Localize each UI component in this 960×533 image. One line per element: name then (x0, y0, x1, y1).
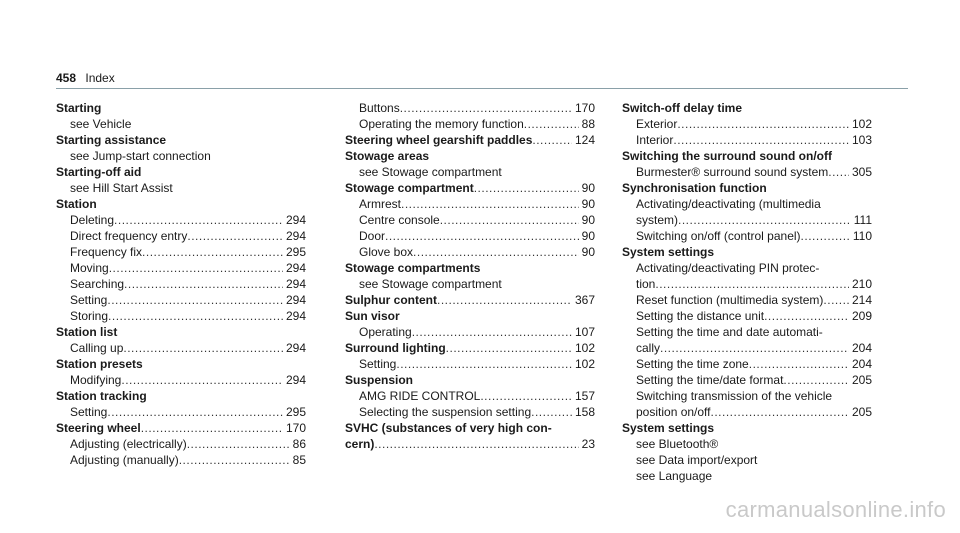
page-reference[interactable]: 294 (285, 229, 306, 243)
page-reference[interactable]: 111 (853, 213, 872, 227)
watermark: carmanualsonline.info (725, 497, 946, 522)
dot-leader (437, 292, 572, 308)
index-subentry (56, 340, 306, 356)
index-subentry (622, 196, 872, 212)
page-title: Index (85, 71, 115, 85)
index-subentry (56, 180, 306, 196)
page-reference[interactable]: 214 (851, 293, 872, 307)
page-header (56, 71, 115, 85)
entry-text: Moving (70, 261, 109, 275)
entry-text: Starting (56, 101, 102, 115)
entry-text: Centre console (359, 213, 440, 227)
index-heading (622, 420, 872, 436)
dot-leader (142, 244, 283, 260)
entry-text: cally (636, 341, 661, 355)
entry-text: Buttons (359, 101, 400, 115)
page-reference[interactable]: 124 (574, 133, 595, 147)
dot-leader (385, 228, 579, 244)
index-subentry (345, 388, 595, 404)
entry-text: Activating/deactivating PIN protec- (636, 261, 820, 275)
index-heading (345, 420, 595, 436)
entry-text: Operating the memory function (359, 117, 524, 131)
page-reference[interactable]: 295 (285, 405, 306, 419)
page-reference[interactable]: 102 (574, 357, 595, 371)
index-subentry (622, 356, 872, 372)
index-subentry (56, 244, 306, 260)
entry-text: Storing (70, 309, 109, 323)
entry-text: SVHC (substances of very high con- (345, 421, 552, 435)
entry-text: System settings (622, 421, 715, 435)
dot-leader (678, 212, 851, 228)
dot-leader (141, 420, 283, 436)
page-reference[interactable]: 90 (581, 197, 595, 211)
index-subentry (622, 468, 872, 484)
index-subentry (345, 276, 595, 292)
index-subentry (56, 212, 306, 228)
page-reference[interactable]: 294 (285, 373, 306, 387)
index-subentry (345, 116, 595, 132)
dot-leader (114, 212, 283, 228)
page-reference[interactable]: 209 (851, 309, 872, 323)
entry-text: position on/off (636, 405, 711, 419)
index-subentry (345, 196, 595, 212)
index-subentry (622, 212, 872, 228)
index-heading (345, 260, 595, 276)
index-heading (345, 340, 595, 356)
dot-leader (801, 228, 850, 244)
entry-text: Station list (56, 325, 118, 339)
index-subentry (56, 260, 306, 276)
entry-text: Adjusting (electrically) (70, 437, 187, 451)
entry-text: Glove box (359, 245, 414, 259)
index-heading (56, 164, 306, 180)
entry-text: see Hill Start Assist (70, 181, 173, 195)
dot-leader (828, 164, 849, 180)
index-subentry (622, 292, 872, 308)
dot-leader (711, 404, 849, 420)
page-reference[interactable]: 367 (574, 293, 595, 307)
index-column-3 (622, 100, 872, 484)
index-subentry (622, 164, 872, 180)
index-subentry (56, 116, 306, 132)
dot-leader (107, 404, 283, 420)
page-reference[interactable]: 102 (851, 117, 872, 131)
entry-text: Switching on/off (control panel) (636, 229, 801, 243)
index-subentry (622, 260, 872, 276)
dot-leader (412, 324, 572, 340)
entry-text: Direct frequency entry (70, 229, 188, 243)
entry-text: see Data import/export (636, 453, 758, 467)
dot-leader (823, 292, 849, 308)
entry-text: Setting the time/date format (636, 373, 784, 387)
entry-text: Burmester® surround sound system (636, 165, 829, 179)
index-subentry (345, 164, 595, 180)
dot-leader (124, 276, 283, 292)
entry-text: Door (359, 229, 386, 243)
page-reference[interactable]: 110 (852, 229, 872, 243)
index-subentry (345, 228, 595, 244)
page-reference[interactable]: 305 (851, 165, 872, 179)
dot-leader (480, 388, 572, 404)
index-subentry (622, 228, 872, 244)
dot-leader (374, 436, 578, 452)
entry-text: Adjusting (manually) (70, 453, 179, 467)
index-heading (56, 356, 306, 372)
entry-text: System settings (622, 245, 715, 259)
entry-text: Modifying (70, 373, 122, 387)
entry-text: Station tracking (56, 389, 147, 403)
dot-leader (187, 228, 283, 244)
dot-leader (123, 340, 283, 356)
dot-leader (107, 292, 283, 308)
header-divider (56, 88, 908, 89)
page-reference[interactable]: 294 (285, 309, 306, 323)
dot-leader (187, 436, 290, 452)
entry-text: AMG RIDE CONTROL (359, 389, 481, 403)
page-reference[interactable]: 90 (581, 213, 595, 227)
index-subentry (622, 404, 872, 420)
entry-text: Switching transmission of the vehicle (636, 389, 833, 403)
page-reference[interactable]: 90 (581, 229, 595, 243)
page-reference[interactable]: 205 (851, 373, 872, 387)
entry-text: Station presets (56, 357, 143, 371)
entry-text: Sun visor (345, 309, 400, 323)
index-subentry (345, 244, 595, 260)
entry-text: tion (636, 277, 656, 291)
page-reference[interactable]: 85 (292, 453, 306, 467)
index-subentry (56, 372, 306, 388)
entry-text: Station (56, 197, 97, 211)
index-heading (345, 292, 595, 308)
dot-leader (121, 372, 283, 388)
dot-leader (413, 244, 579, 260)
entry-text: Synchronisation function (622, 181, 767, 195)
entry-text: Starting assistance (56, 133, 167, 147)
entry-text: Steering wheel gearshift paddles (345, 133, 533, 147)
dot-leader (474, 180, 579, 196)
index-subentry (622, 436, 872, 452)
page-reference[interactable]: 88 (581, 117, 595, 131)
entry-text: see Jump-start connection (70, 149, 211, 163)
dot-leader (764, 308, 849, 324)
dot-leader (655, 276, 849, 292)
entry-text: Switch-off delay time (622, 101, 743, 115)
entry-text: Sulphur content (345, 293, 437, 307)
entry-text: see Bluetooth® (636, 437, 719, 451)
index-heading (622, 180, 872, 196)
entry-text: Suspension (345, 373, 414, 387)
dot-leader (400, 100, 572, 116)
page-reference[interactable]: 102 (574, 341, 595, 355)
entry-text: Exterior (636, 117, 678, 131)
entry-text: Stowage compartments (345, 261, 481, 275)
page-reference[interactable]: 205 (851, 405, 872, 419)
index-heading (622, 148, 872, 164)
entry-text: Surround lighting (345, 341, 446, 355)
dot-leader (749, 356, 849, 372)
dot-leader (532, 132, 572, 148)
index-column-2 (345, 100, 595, 452)
page-reference[interactable]: 294 (285, 261, 306, 275)
index-subentry (622, 452, 872, 468)
index-subentry (56, 276, 306, 292)
entry-text: Setting (70, 293, 108, 307)
dot-leader (108, 308, 283, 324)
entry-text: Stowage compartment (345, 181, 474, 195)
entry-text: see Vehicle (70, 117, 132, 131)
page-reference[interactable]: 170 (574, 101, 595, 115)
index-subentry (622, 276, 872, 292)
page-reference[interactable]: 23 (581, 437, 595, 451)
entry-text: Frequency fix (70, 245, 143, 259)
index-heading (345, 308, 595, 324)
index-heading (56, 388, 306, 404)
index-heading (622, 244, 872, 260)
dot-leader (401, 196, 579, 212)
index-subentry (345, 324, 595, 340)
index-subentry (622, 132, 872, 148)
index-heading (56, 132, 306, 148)
dot-leader (179, 452, 290, 468)
dot-leader (677, 116, 849, 132)
dot-leader (531, 404, 572, 420)
page-reference[interactable]: 90 (581, 181, 595, 195)
index-subentry (622, 388, 872, 404)
page-reference[interactable]: 170 (285, 421, 306, 435)
dot-leader (524, 116, 579, 132)
entry-text: Steering wheel (56, 421, 141, 435)
index-subentry (622, 116, 872, 132)
index-subentry (56, 148, 306, 164)
entry-text: Activating/deactivating (multimedia (636, 197, 821, 211)
page-reference[interactable]: 294 (285, 213, 306, 227)
dot-leader (673, 132, 849, 148)
dot-leader (109, 260, 283, 276)
page-reference[interactable]: 210 (851, 277, 872, 291)
index-subentry (56, 404, 306, 420)
dot-leader (783, 372, 849, 388)
entry-text: Armrest (359, 197, 401, 211)
entry-text: see Stowage compartment (359, 277, 502, 291)
index-heading (56, 420, 306, 436)
index-heading (345, 372, 595, 388)
page-reference[interactable]: 86 (292, 437, 306, 451)
dot-leader (446, 340, 572, 356)
entry-text: Setting the time zone (636, 357, 749, 371)
entry-text: see Stowage compartment (359, 165, 502, 179)
index-heading (622, 100, 872, 116)
index-subentry (345, 212, 595, 228)
entry-text: Operating (359, 325, 412, 339)
index-heading (56, 196, 306, 212)
index-subentry (56, 292, 306, 308)
entry-text: Setting the time and date automati- (636, 325, 823, 339)
dot-leader (660, 340, 849, 356)
dot-leader (440, 212, 579, 228)
page-reference[interactable]: 294 (285, 293, 306, 307)
index-heading (56, 100, 306, 116)
index-subentry (622, 340, 872, 356)
dot-leader (396, 356, 572, 372)
page-reference[interactable]: 158 (574, 405, 595, 419)
entry-text: Searching (70, 277, 125, 291)
entry-text: Interior (636, 133, 674, 147)
page-reference[interactable]: 157 (574, 389, 595, 403)
index-heading (345, 148, 595, 164)
page-reference[interactable]: 294 (285, 277, 306, 291)
index-heading (345, 180, 595, 196)
page-number: 458 (56, 71, 77, 85)
index-column-1 (56, 100, 306, 468)
index-subentry (345, 100, 595, 116)
index-subentry (56, 436, 306, 452)
entry-text: Setting (70, 405, 108, 419)
index-subentry (56, 308, 306, 324)
page-reference[interactable]: 294 (285, 341, 306, 355)
entry-text: cern) (345, 437, 375, 451)
page-reference[interactable]: 103 (851, 133, 872, 147)
entry-text: Reset function (multimedia system) (636, 293, 824, 307)
index-subentry (345, 404, 595, 420)
index-subentry (56, 228, 306, 244)
index-subentry (622, 372, 872, 388)
entry-text: Starting-off aid (56, 165, 142, 179)
entry-text: system) (636, 213, 678, 227)
index-subentry (56, 452, 306, 468)
entry-text: Stowage areas (345, 149, 430, 163)
index-subentry (622, 324, 872, 340)
index-heading (345, 436, 595, 452)
entry-text: Selecting the suspension setting (359, 405, 532, 419)
entry-text: Setting (359, 357, 397, 371)
page-reference[interactable]: 107 (574, 325, 595, 339)
entry-text: Setting the distance unit (636, 309, 765, 323)
page-reference[interactable]: 295 (285, 245, 306, 259)
entry-text: Switching the surround sound on/off (622, 149, 832, 163)
index-heading (56, 324, 306, 340)
entry-text: see Language (636, 469, 713, 483)
index-heading (345, 132, 595, 148)
entry-text: Deleting (70, 213, 115, 227)
entry-text: Calling up (70, 341, 124, 355)
index-subentry (345, 356, 595, 372)
page-reference[interactable]: 90 (581, 245, 595, 259)
index-subentry (622, 308, 872, 324)
page-reference[interactable]: 204 (851, 341, 872, 355)
page-reference[interactable]: 204 (851, 357, 872, 371)
